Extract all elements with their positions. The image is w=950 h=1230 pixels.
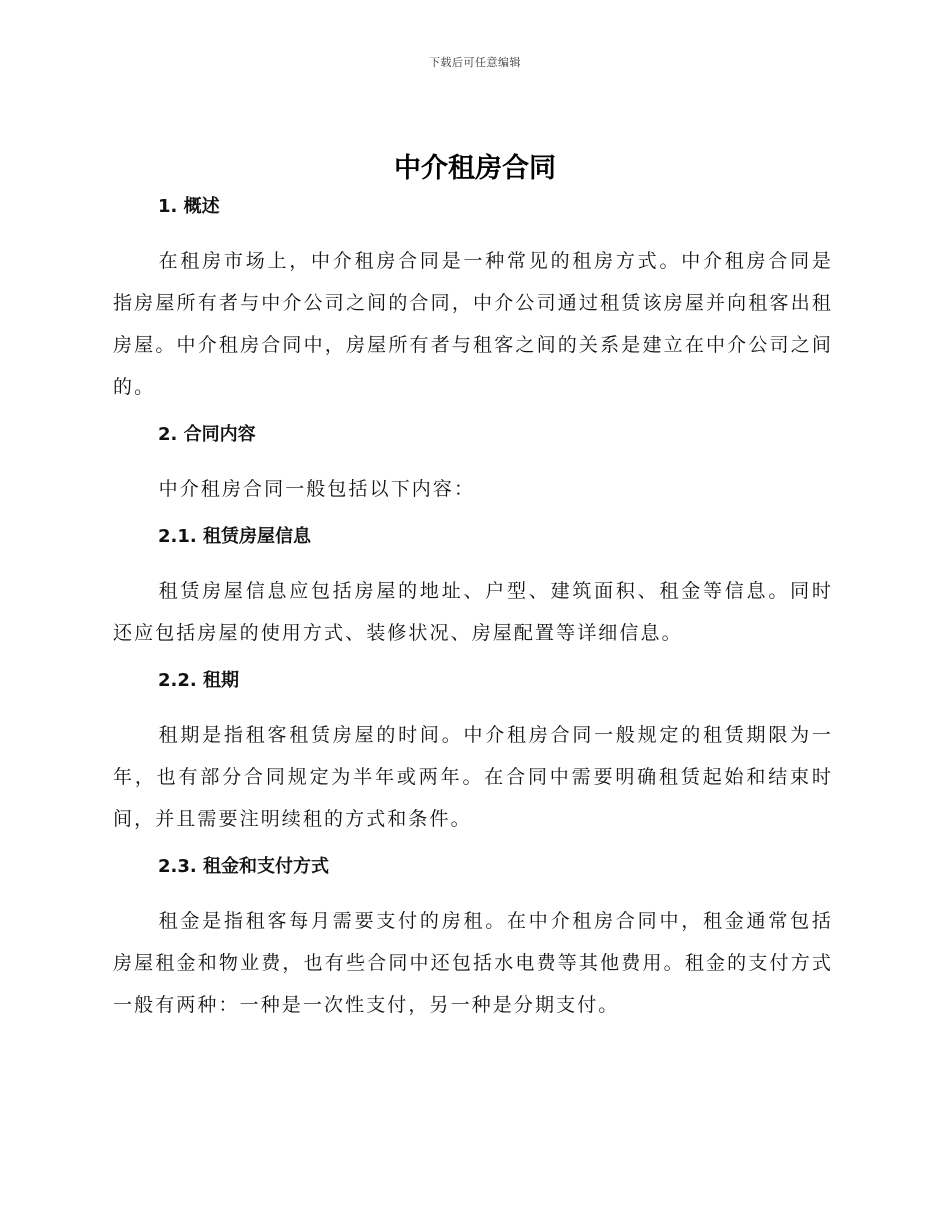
section-body-overview: 在租房市场上，中介租房合同是一种常见的租房方式。中介租房合同是指房屋所有者与中介公司之间的合同，中介公司通过租赁该房屋并向租客出租房屋。中介租房合同中，房屋所有者与租客之间的关系是建立在中介公司之间的。 xyxy=(113,250,833,398)
section-body-property-info: 租赁房屋信息应包括房屋的地址、户型、建筑面积、租金等信息。同时还应包括房屋的使用方式、装修状况、房屋配置等详细信息。 xyxy=(113,580,833,644)
section-heading-overview: 1. 概述 xyxy=(158,196,220,217)
document-body xyxy=(113,192,833,1026)
header-note: 下载后可任意编辑 xyxy=(429,56,521,69)
section-heading-contract-content: 2. 合同内容 xyxy=(158,424,256,445)
section-body-lease-term: 租期是指租客租赁房屋的时间。中介租房合同一般规定的租赁期限为一年，也有部分合同规定为半年或两年。在合同中需要明确租赁起始和结束时间，并且需要注明续租的方式和条件。 xyxy=(113,724,833,830)
section-heading-rent-payment: 2.3. 租金和支付方式 xyxy=(158,856,329,877)
section-body-contract-content: 中介租房合同一般包括以下内容： xyxy=(158,478,476,500)
section-heading-property-info: 2.1. 租赁房屋信息 xyxy=(158,526,311,547)
document-title: 中介租房合同 xyxy=(394,153,556,184)
section-body-rent-payment: 租金是指租客每月需要支付的房租。在中介租房合同中，租金通常包括房屋租金和物业费，也有些合同中还包括水电费等其他费用。租金的支付方式一般有两种：一种是一次性支付，另一种是分期支付。 xyxy=(113,910,833,1016)
section-heading-lease-term: 2.2. 租期 xyxy=(158,670,239,691)
